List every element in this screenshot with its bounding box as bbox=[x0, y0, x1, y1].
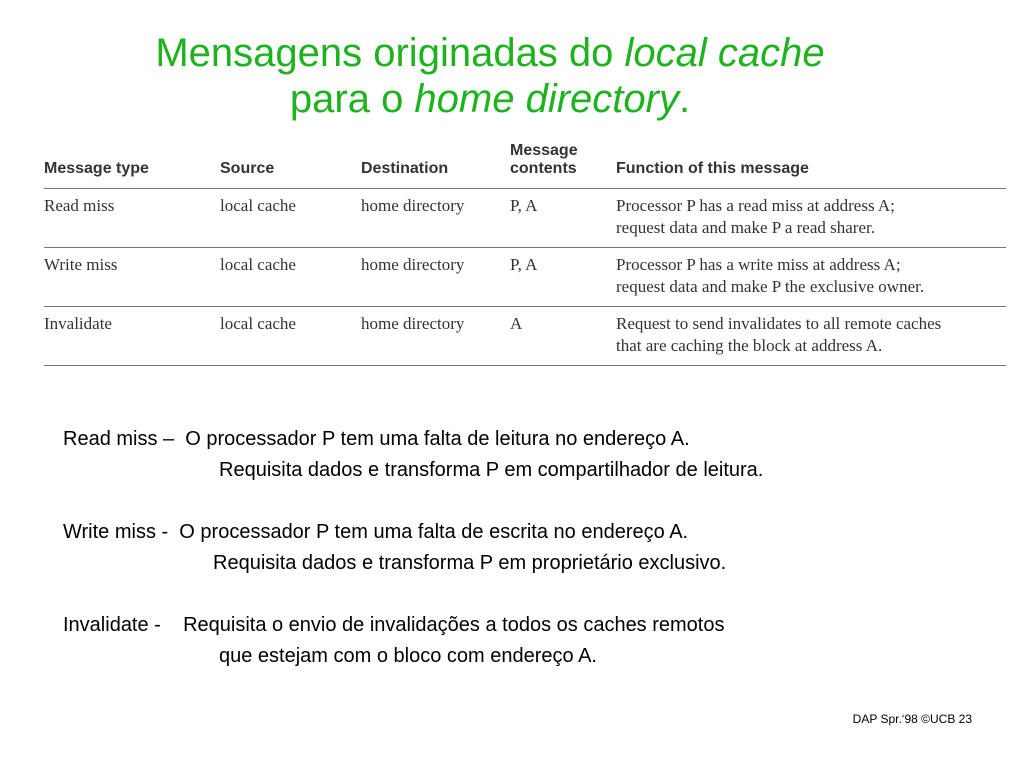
desc-line: Requisita dados e transforma P em proprietário exclusivo. bbox=[213, 552, 727, 574]
desc-line: Requisita o envio de invalidações a todos os caches remotos bbox=[183, 614, 725, 636]
cell-function-line: request data and make P the exclusive owner. bbox=[616, 277, 925, 296]
cell-function bbox=[616, 307, 1006, 366]
desc-line: O processador P tem uma falta de leitura no endereço A. bbox=[185, 428, 690, 450]
desc-label: Invalidate - bbox=[63, 614, 184, 636]
desc-invalidate bbox=[63, 610, 763, 641]
desc-line: Requisita dados e transforma P em compartilhador de leitura. bbox=[219, 459, 764, 481]
cell-destination: home directory bbox=[361, 307, 510, 366]
header-destination: Destination bbox=[361, 142, 510, 189]
cell-function bbox=[616, 189, 1006, 248]
header-message-type: Message type bbox=[44, 142, 220, 189]
description-list bbox=[63, 424, 763, 672]
table-row bbox=[44, 248, 1006, 307]
cell-source: local cache bbox=[220, 248, 361, 307]
cell-source: local cache bbox=[220, 189, 361, 248]
cell-contents: P, A bbox=[510, 189, 616, 248]
header-source: Source bbox=[220, 142, 361, 189]
header-function: Function of this message bbox=[616, 142, 1006, 189]
cell-type: Write miss bbox=[44, 248, 220, 307]
header-message-contents: Message contents bbox=[510, 142, 616, 189]
cell-function-line: Request to send invalidates to all remote caches bbox=[616, 314, 942, 333]
cell-contents: A bbox=[510, 307, 616, 366]
desc-write-miss-cont bbox=[63, 548, 763, 579]
cell-destination: home directory bbox=[361, 248, 510, 307]
cell-function-line: request data and make P a read sharer. bbox=[616, 218, 875, 237]
slide-footer: DAP Spr.‘98 ©UCB 23 bbox=[852, 712, 972, 726]
desc-label: Read miss – bbox=[63, 428, 186, 450]
desc-line: O processador P tem uma falta de escrita no endereço A. bbox=[179, 521, 689, 543]
cell-function-line: that are caching the block at address A. bbox=[616, 336, 883, 355]
cell-function-line: Processor P has a write miss at address A; bbox=[616, 255, 901, 274]
title-line-1: Mensagens originadas do local cache bbox=[155, 31, 825, 75]
slide-title bbox=[0, 30, 980, 122]
desc-read-miss bbox=[63, 424, 763, 455]
cell-source: local cache bbox=[220, 307, 361, 366]
desc-write-miss bbox=[63, 517, 763, 548]
table-row bbox=[44, 307, 1006, 366]
table-row bbox=[44, 189, 1006, 248]
desc-invalidate-cont bbox=[63, 641, 763, 672]
desc-read-miss-cont bbox=[63, 455, 763, 486]
title-line-2: para o home directory. bbox=[289, 77, 691, 121]
cell-type: Invalidate bbox=[44, 307, 220, 366]
cell-function-line: Processor P has a read miss at address A; bbox=[616, 196, 895, 215]
table-header-row bbox=[44, 142, 1006, 189]
desc-label: Write miss - bbox=[63, 521, 180, 543]
message-table bbox=[44, 142, 1006, 366]
cell-type: Read miss bbox=[44, 189, 220, 248]
cell-contents: P, A bbox=[510, 248, 616, 307]
cell-destination: home directory bbox=[361, 189, 510, 248]
desc-line: que estejam com o bloco com endereço A. bbox=[219, 645, 597, 667]
cell-function bbox=[616, 248, 1006, 307]
